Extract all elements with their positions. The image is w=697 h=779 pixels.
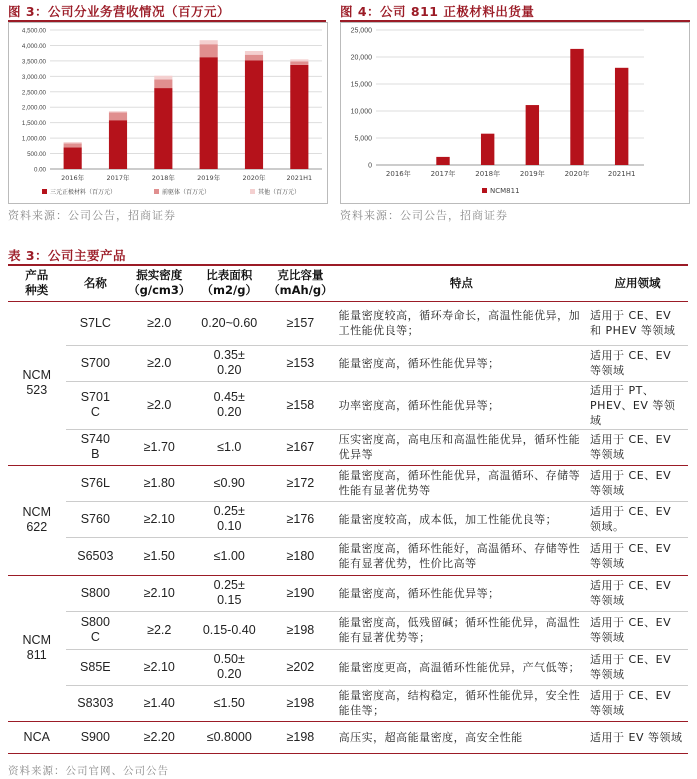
x-tick-label: 2018年: [475, 170, 501, 178]
table-row: [8, 345, 688, 381]
table-row: [8, 575, 688, 611]
cell-density: ≥2.0: [125, 381, 193, 429]
cell-area: ≤1.50: [193, 685, 265, 721]
cell-name: S6503: [66, 537, 126, 575]
table-header-row: [8, 265, 688, 301]
y-tick-label: 1,500.00: [21, 120, 46, 128]
x-tick-label: 2019年: [519, 170, 545, 178]
cell-name: S8303: [66, 685, 126, 721]
cell-capacity: ≥172: [265, 465, 336, 501]
cell-app: 适用于 CE、EV 等领域: [587, 611, 688, 649]
bar-其他（百万元）: [290, 59, 308, 61]
fig3-title: 图 3：公司分业务营收情况（百万元）: [8, 4, 231, 19]
cell-kind: NCM 622: [8, 465, 66, 575]
table-row: [8, 537, 688, 575]
cell-name: S7LC: [66, 301, 126, 345]
cell-name: S900: [66, 721, 126, 753]
y-tick-label: 2,500.00: [21, 89, 46, 97]
table-row: [8, 301, 688, 345]
table-source: 资料来源：公司官网、公司公告: [8, 765, 169, 777]
table-row: [8, 465, 688, 501]
legend-label: 前驱体（百万元）: [162, 189, 211, 196]
bar-其他（百万元）: [64, 142, 82, 143]
table-row: [8, 501, 688, 537]
header-kind: 产品 种类: [8, 265, 66, 301]
product-table: [8, 264, 688, 754]
fig4-source: 资料来源：公司公告，招商证券: [340, 209, 508, 222]
y-tick-label: 500.00: [27, 151, 46, 159]
fig3-chart: [8, 22, 328, 204]
table-row: [8, 381, 688, 429]
cell-capacity: ≥153: [265, 345, 336, 381]
cell-area: 0.25± 0.15: [193, 575, 265, 611]
y-tick-label: 10,000: [350, 108, 372, 116]
bar-三元正极材料（百万元）: [290, 65, 308, 169]
cell-name: S700: [66, 345, 126, 381]
y-tick-label: 3,500.00: [21, 58, 46, 66]
legend-swatch: [42, 189, 47, 194]
cell-feature: 能量密度高，结构稳定，循环性能优异，安全性能佳等；: [336, 685, 587, 721]
legend-swatch: [250, 189, 255, 194]
x-tick-label: 2021H1: [286, 174, 313, 182]
bar-NCM811: [481, 134, 494, 165]
cell-app: 适用于 CE、EV 领域。: [587, 501, 688, 537]
cell-capacity: ≥202: [265, 649, 336, 685]
legend-label: 其他（百万元）: [258, 189, 301, 196]
cell-capacity: ≥198: [265, 685, 336, 721]
cell-app: 适用于 CE、EV 等领域: [587, 429, 688, 465]
cell-capacity: ≥167: [265, 429, 336, 465]
cell-feature: 能量密度高，循环性能优异等；: [336, 345, 587, 381]
cell-app: 适用于 PT、PHEV、EV 等领域: [587, 381, 688, 429]
x-tick-label: 2018年: [151, 174, 175, 182]
cell-feature: 能量密度更高，高温循环性能优异，产气低等；: [336, 649, 587, 685]
bar-其他（百万元）: [109, 111, 127, 112]
fig4-title: 图 4：公司 811 正极材料出货量: [340, 4, 535, 19]
y-tick-label: 0: [368, 162, 372, 170]
cell-feature: 高压实，超高能量密度，高安全性能: [336, 721, 587, 753]
cell-capacity: ≥190: [265, 575, 336, 611]
cell-density: ≥2.10: [125, 501, 193, 537]
cell-feature: 能量密度较高，成本低，加工性能优良等；: [336, 501, 587, 537]
cell-app: 适用于 CE、EV 和 PHEV 等领域: [587, 301, 688, 345]
cell-feature: 能量密度高，循环性能优异，高温循环、存储等性能有显著优势等: [336, 465, 587, 501]
cell-density: ≥2.20: [125, 721, 193, 753]
cell-name: S701 C: [66, 381, 126, 429]
bar-其他（百万元）: [245, 51, 263, 55]
cell-density: ≥2.10: [125, 649, 193, 685]
cell-feature: 压实密度高，高电压和高温性能优异，循环性能优异等: [336, 429, 587, 465]
legend-label: NCM811: [490, 187, 520, 195]
cell-name: S740 B: [66, 429, 126, 465]
cell-capacity: ≥157: [265, 301, 336, 345]
header-capacity: 克比容量 （mAh/g）: [265, 265, 336, 301]
header-area: 比表面积 （m2/g）: [193, 265, 265, 301]
table-row: [8, 429, 688, 465]
cell-kind: NCM 523: [8, 301, 66, 465]
cell-capacity: ≥198: [265, 721, 336, 753]
cell-capacity: ≥176: [265, 501, 336, 537]
cell-app: 适用于 CE、EV 等领域: [587, 685, 688, 721]
bar-三元正极材料（百万元）: [64, 147, 82, 169]
x-tick-label: 2017年: [430, 170, 456, 178]
cell-density: ≥2.0: [125, 301, 193, 345]
cell-feature: 能量密度较高，循环寿命长，高温性能优异，加工性能优良等；: [336, 301, 587, 345]
bar-其他（百万元）: [200, 40, 218, 44]
bar-NCM811: [615, 68, 628, 165]
cell-name: S760: [66, 501, 126, 537]
table-row: [8, 721, 688, 753]
cell-app: 适用于 CE、EV 等领域: [587, 465, 688, 501]
cell-name: S800: [66, 575, 126, 611]
cell-app: 适用于 CE、EV 等领域: [587, 345, 688, 381]
cell-density: ≥1.80: [125, 465, 193, 501]
cell-name: S76L: [66, 465, 126, 501]
cell-density: ≥2.2: [125, 611, 193, 649]
bar-前驱体（百万元）: [64, 143, 82, 147]
cell-capacity: ≥180: [265, 537, 336, 575]
table-row: [8, 649, 688, 685]
cell-app: 适用于 CE、EV 等领域: [587, 575, 688, 611]
y-tick-label: 4,000.00: [21, 42, 46, 50]
table-row: [8, 685, 688, 721]
header-app: 应用领域: [587, 265, 688, 301]
table-body: [8, 301, 688, 753]
cell-app: 适用于 CE、EV 等领域: [587, 537, 688, 575]
cell-area: ≤1.0: [193, 429, 265, 465]
cell-feature: 功率密度高，循环性能优异等；: [336, 381, 587, 429]
y-tick-label: 25,000: [350, 27, 372, 35]
bar-前驱体（百万元）: [200, 44, 218, 57]
cell-area: 0.50± 0.20: [193, 649, 265, 685]
bar-NCM811: [436, 157, 449, 165]
cell-feature: 能量密度高，循环性能好，高温循环、存储等性能有显著优势，性价比高等: [336, 537, 587, 575]
cell-density: ≥1.40: [125, 685, 193, 721]
bar-三元正极材料（百万元）: [109, 120, 127, 169]
header-feature: 特点: [336, 265, 587, 301]
y-tick-label: 4,500.00: [21, 27, 46, 35]
fig4-chart: [340, 22, 690, 204]
cell-area: 0.25± 0.10: [193, 501, 265, 537]
bar-前驱体（百万元）: [154, 79, 172, 88]
cell-kind: NCA: [8, 721, 66, 753]
legend-swatch: [154, 189, 159, 194]
cell-name: S800 C: [66, 611, 126, 649]
x-tick-label: 2021H1: [607, 170, 636, 178]
cell-area: 0.35± 0.20: [193, 345, 265, 381]
table-row: [8, 611, 688, 649]
cell-kind: NCM 811: [8, 575, 66, 721]
cell-density: ≥1.70: [125, 429, 193, 465]
cell-density: ≥2.10: [125, 575, 193, 611]
x-tick-label: 2017年: [106, 174, 130, 182]
x-tick-label: 2020年: [242, 174, 266, 182]
bar-前驱体（百万元）: [290, 62, 308, 65]
cell-capacity: ≥198: [265, 611, 336, 649]
cell-density: ≥2.0: [125, 345, 193, 381]
header-name: 名称: [66, 265, 126, 301]
y-tick-label: 3,000.00: [21, 73, 46, 81]
legend-label: 三元正极材料（百万元）: [50, 189, 117, 196]
x-tick-label: 2016年: [385, 170, 411, 178]
bar-三元正极材料（百万元）: [245, 60, 263, 169]
bar-三元正极材料（百万元）: [154, 88, 172, 169]
legend-swatch: [482, 188, 487, 193]
x-tick-label: 2016年: [61, 174, 85, 182]
y-tick-label: 20,000: [350, 54, 372, 62]
cell-area: ≤0.8000: [193, 721, 265, 753]
header-density: 振实密度 （g/cm3）: [125, 265, 193, 301]
table-title: 表 3：公司主要产品: [8, 248, 127, 263]
cell-area: ≤1.00: [193, 537, 265, 575]
cell-area: 0.45± 0.20: [193, 381, 265, 429]
y-tick-label: 2,000.00: [21, 104, 46, 112]
bar-其他（百万元）: [154, 76, 172, 80]
cell-area: ≤0.90: [193, 465, 265, 501]
cell-name: S85E: [66, 649, 126, 685]
bar-NCM811: [570, 49, 583, 165]
y-tick-label: 15,000: [350, 81, 372, 89]
x-tick-label: 2019年: [197, 174, 221, 182]
y-tick-label: 5,000: [354, 135, 372, 143]
cell-app: 适用于 CE、EV 等领域: [587, 649, 688, 685]
bar-前驱体（百万元）: [245, 55, 263, 61]
cell-feature: 能量密度高，循环性能优异等；: [336, 575, 587, 611]
cell-density: ≥1.50: [125, 537, 193, 575]
bar-NCM811: [526, 105, 539, 165]
cell-area: 0.20~0.60: [193, 301, 265, 345]
bar-三元正极材料（百万元）: [200, 57, 218, 169]
bar-前驱体（百万元）: [109, 112, 127, 120]
x-tick-label: 2020年: [564, 170, 590, 178]
cell-feature: 能量密度高，低残留碱；循环性能优异，高温性能有显著优势等；: [336, 611, 587, 649]
fig3-source: 资料来源：公司公告，招商证券: [8, 209, 176, 222]
cell-area: 0.15-0.40: [193, 611, 265, 649]
cell-app: 适用于 EV 等领域: [587, 721, 688, 753]
y-tick-label: 0.00: [33, 166, 46, 174]
y-tick-label: 1,000.00: [21, 135, 46, 143]
cell-capacity: ≥158: [265, 381, 336, 429]
